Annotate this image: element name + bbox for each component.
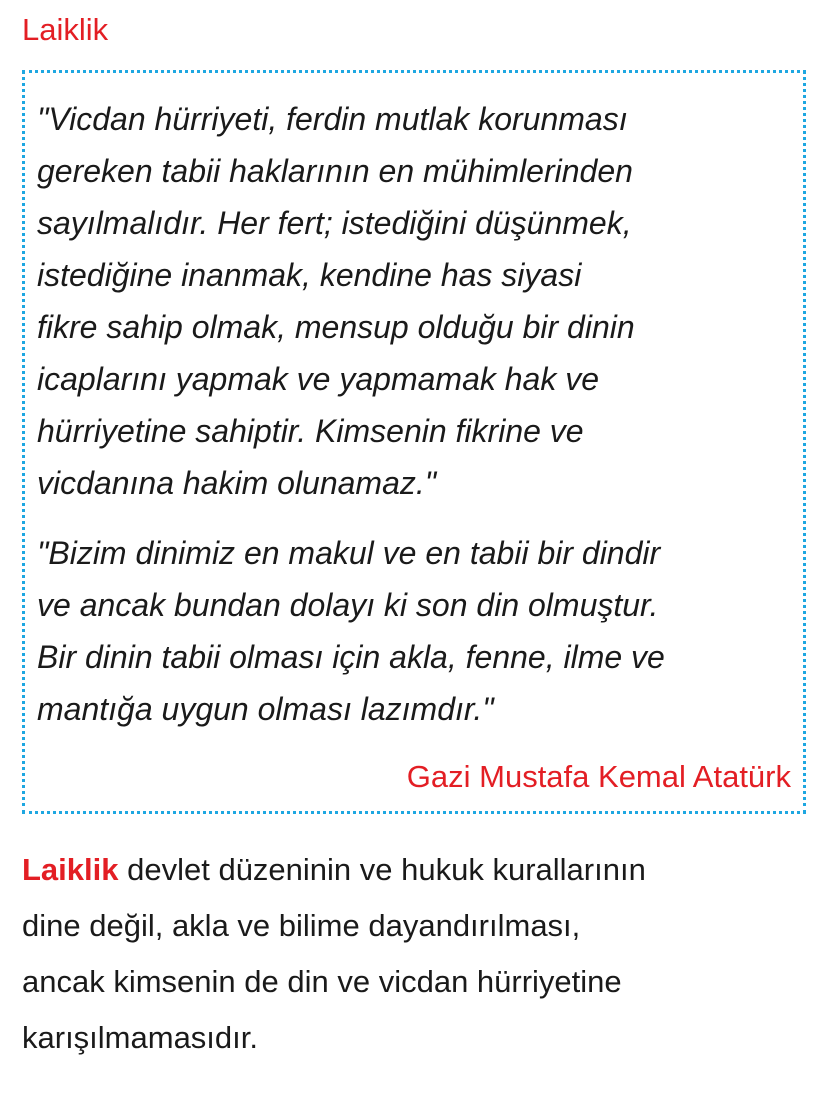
quote-author: Gazi Mustafa Kemal Atatürk (406, 759, 791, 794)
quote-2-line: Bir dinin tabii olması için akla, fenne, ilme ve (37, 639, 665, 675)
definition-paragraph (22, 842, 812, 1066)
quote-2-line: ve ancak bundan dolayı ki son din olmuştur. (37, 587, 659, 623)
quote-1 (37, 93, 791, 509)
quote-2-line: mantığa uygun olması lazımdır." (37, 691, 494, 727)
quote-1-line: vicdanına hakim olunamaz." (37, 465, 437, 501)
quote-2 (37, 527, 791, 735)
definition-line: dine değil, akla ve bilime dayandırılması, (22, 908, 581, 943)
quote-1-line: istediğine inanmak, kendine has siyasi (37, 257, 582, 293)
quote-1-line: hürriyetine sahiptir. Kimsenin fikrine ve (37, 413, 584, 449)
quote-box (22, 70, 806, 814)
quote-1-line: sayılmalıdır. Her fert; istediğini düşünmek, (37, 205, 632, 241)
quote-1-line: fikre sahip olmak, mensup olduğu bir dinin (37, 309, 635, 345)
definition-term: Laiklik (22, 852, 119, 887)
definition-line: devlet düzeninin ve hukuk kurallarının (118, 852, 646, 887)
definition-line: ancak kimsenin de din ve vicdan hürriyetine (22, 964, 622, 999)
quote-2-line: "Bizim dinimiz en makul ve en tabii bir dindir (37, 535, 661, 571)
definition-line: karışılmamasıdır. (22, 1020, 258, 1055)
quote-1-line: "Vicdan hürriyeti, ferdin mutlak korunması (37, 101, 628, 137)
quote-1-line: gereken tabii haklarının en mühimlerinden (37, 153, 633, 189)
section-title: Laiklik (22, 12, 109, 47)
quote-1-line: icaplarını yapmak ve yapmamak hak ve (37, 361, 600, 397)
